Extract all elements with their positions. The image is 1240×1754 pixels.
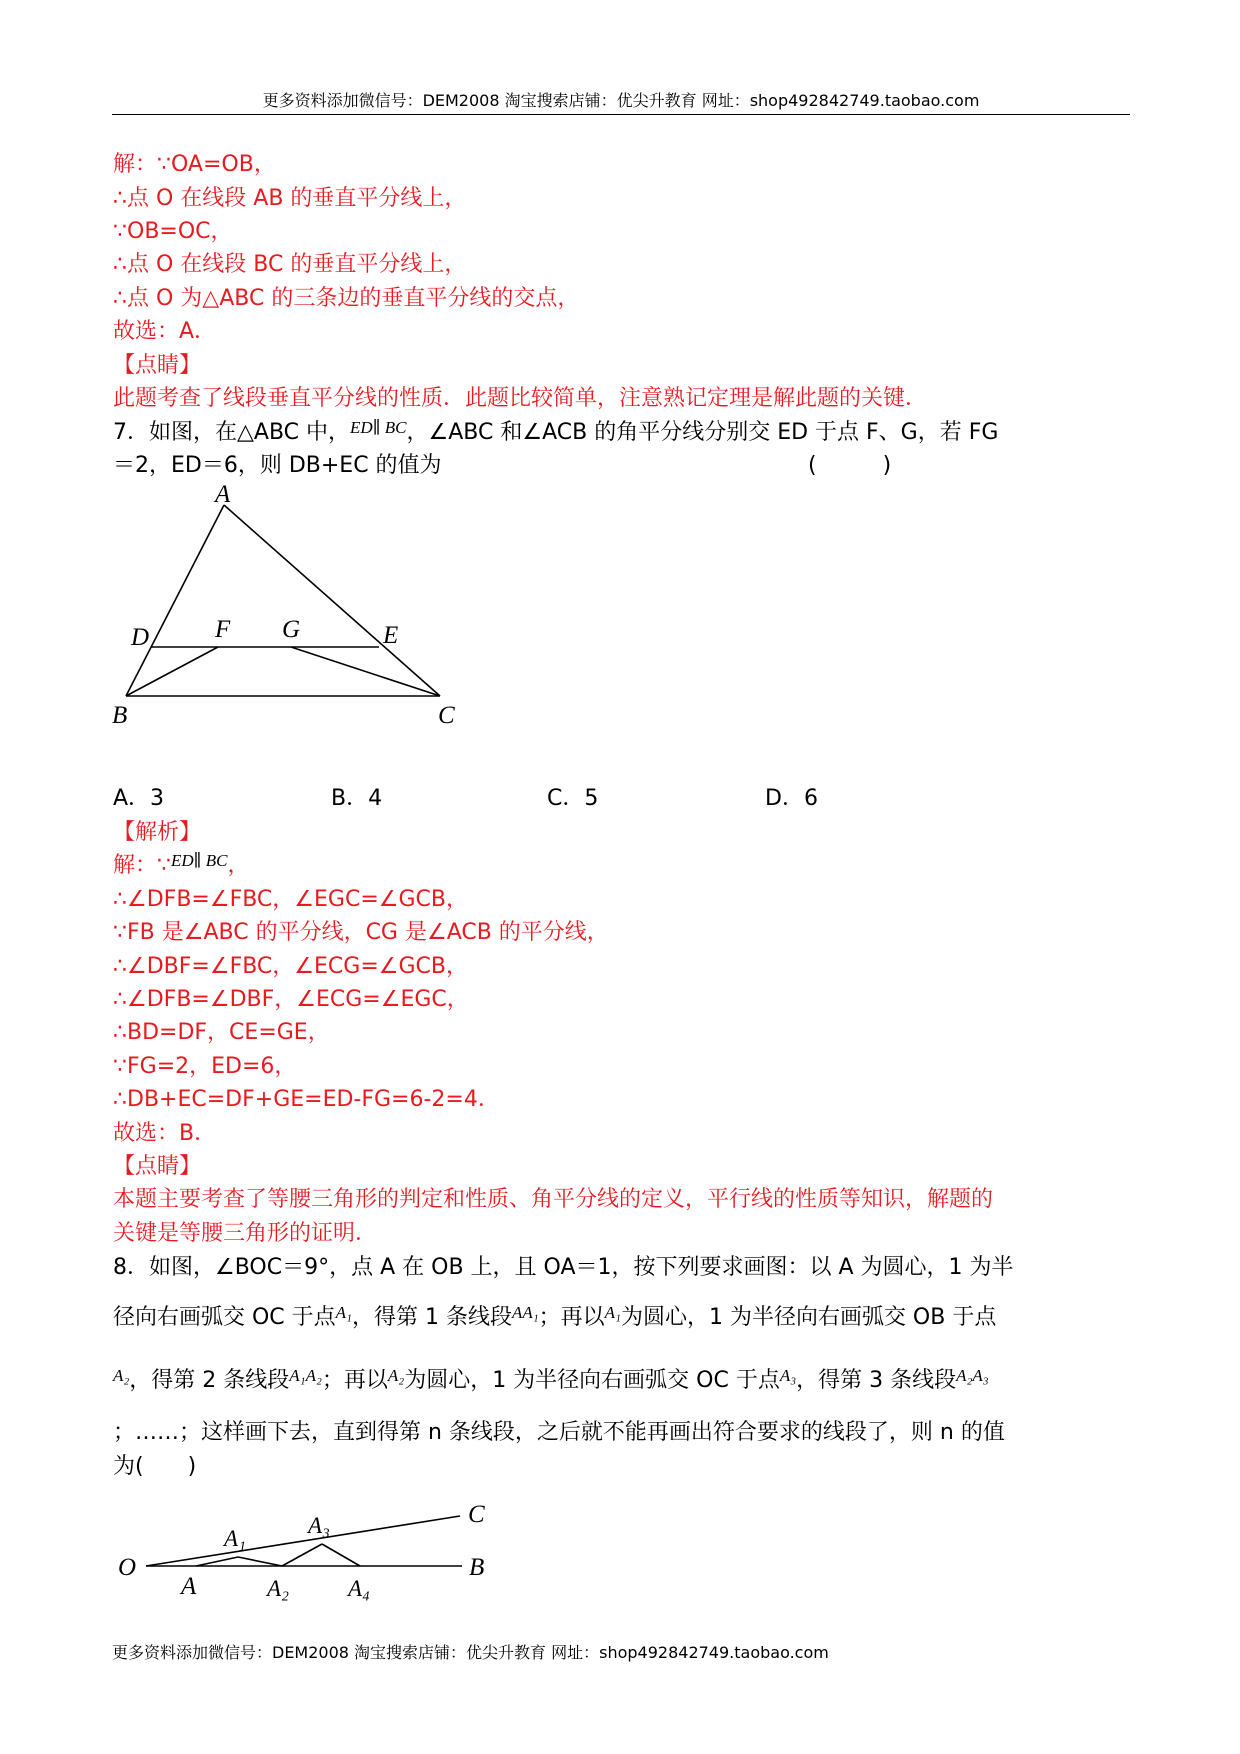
label-A2: A₂ bbox=[267, 1576, 290, 1601]
q7-solution-line: ∴BD=DF，CE=GE， bbox=[113, 1020, 330, 1045]
q7-question-line2: ＝2，ED＝6，则 DB+EC 的值为 bbox=[113, 453, 442, 478]
label-A: A bbox=[181, 1573, 197, 1600]
q8-inline-formula: A₂A₃ bbox=[956, 1366, 989, 1385]
label-O: O bbox=[118, 1554, 137, 1581]
label-A4: A₄ bbox=[348, 1576, 371, 1601]
q7-choice-a: A．3 bbox=[113, 786, 165, 811]
q7-solution-text: 解：∵ bbox=[113, 853, 171, 878]
q8-text: ；再以 bbox=[321, 1368, 388, 1393]
q7-solution-line: ∴∠DFB=∠DBF，∠ECG=∠EGC， bbox=[113, 987, 469, 1012]
label-D: D bbox=[131, 624, 150, 651]
q6-solution-line: ∵OB=OC， bbox=[113, 219, 233, 244]
q8-question-line1: 8．如图，∠BOC＝9°，点 A 在 OB 上，且 OA＝1，按下列要求画图：以 A 为圆心，1 为半 bbox=[113, 1255, 1014, 1280]
q6-solution-line: ∴点 O 在线段 BC 的垂直平分线上， bbox=[113, 252, 467, 277]
header-divider bbox=[112, 114, 1130, 115]
q8-figure bbox=[112, 1500, 502, 1610]
label-C: C bbox=[468, 1501, 485, 1528]
q7-inline-formula: ED∥ BC bbox=[350, 418, 407, 437]
q8-text: 为圆心，1 为半径向右画弧交 OB 于点 bbox=[620, 1305, 997, 1330]
q8-text: ，得第 1 条线段 bbox=[351, 1305, 512, 1330]
q7-solution-text: ， bbox=[227, 853, 250, 878]
page-header: 更多资料添加微信号：DEM2008 淘宝搜索店铺：优尖升教育 网址：shop492842749.taobao.com bbox=[262, 91, 980, 110]
q8-text: ，得第 3 条线段 bbox=[796, 1368, 957, 1393]
q8-inline-formula: A₂ bbox=[113, 1366, 130, 1385]
q8-text: 为圆心，1 为半径向右画弧交 OC 于点 bbox=[404, 1368, 780, 1393]
q7-choice-b: B．4 bbox=[331, 786, 383, 811]
q8-question-line2 bbox=[113, 1303, 996, 1334]
q7-solution-line bbox=[113, 851, 250, 882]
q7-choice-d: D．6 bbox=[765, 786, 818, 811]
q8-question-line5: 为( ) bbox=[113, 1454, 197, 1479]
q7-solution-inline-formula: ED∥ BC bbox=[171, 851, 228, 870]
label-E: E bbox=[383, 622, 399, 649]
q7-solution-line: ∴∠DFB=∠FBC，∠EGC=∠GCB， bbox=[113, 887, 468, 912]
label-A: A bbox=[215, 481, 231, 508]
label-B: B bbox=[469, 1554, 485, 1581]
label-A3: A₃ bbox=[308, 1513, 331, 1538]
label-G: G bbox=[282, 616, 301, 643]
q6-solution-line: 解：∵OA=OB， bbox=[113, 152, 276, 177]
q7-key-point: 本题主要考查了等腰三角形的判定和性质、角平分线的定义，平行线的性质等知识，解题的 bbox=[113, 1187, 994, 1212]
label-B: B bbox=[112, 702, 128, 729]
q7-answer-paren: ( ) bbox=[808, 453, 892, 478]
q7-analysis-title: 【解析】 bbox=[113, 820, 202, 845]
q8-inline-formula: A₁A₂ bbox=[289, 1366, 322, 1385]
q6-solution-line: ∴点 O 在线段 AB 的垂直平分线上， bbox=[113, 186, 467, 211]
q8-inline-formula: AA₁ bbox=[511, 1303, 539, 1322]
q7-question-line1 bbox=[113, 418, 998, 449]
q6-key-point: 此题考查了线段垂直平分线的性质．此题比较简单，注意熟记定理是解此题的关键． bbox=[113, 386, 928, 411]
q7-solution-line: ∵FB 是∠ABC 的平分线，CG 是∠ACB 的平分线， bbox=[113, 920, 609, 945]
q6-key-point-title: 【点睛】 bbox=[113, 353, 202, 378]
q7-key-point-title: 【点睛】 bbox=[113, 1154, 202, 1179]
q7-figure bbox=[108, 478, 488, 733]
q8-inline-formula: A₁ bbox=[335, 1303, 352, 1322]
q6-solution-line: ∴点 O 为△ABC 的三条边的垂直平分线的交点， bbox=[113, 286, 580, 311]
q8-question-line4: ；……；这样画下去，直到得第 n 条线段，之后就不能再画出符合要求的线段了，则 n 的值 bbox=[113, 1420, 1005, 1445]
q7-answer: 故选：B． bbox=[113, 1121, 217, 1146]
q7-solution-line: ∴DB+EC=DF+GE=ED-FG=6-2=4． bbox=[113, 1087, 500, 1112]
page-footer: 更多资料添加微信号：DEM2008 淘宝搜索店铺：优尖升教育 网址：shop492842749.taobao.com bbox=[112, 1643, 829, 1662]
q7-choice-c: C．5 bbox=[547, 786, 599, 811]
q8-inline-formula: A₂ bbox=[387, 1366, 405, 1385]
q6-answer: 故选：A． bbox=[113, 319, 217, 344]
q7-text: ，∠ABC 和∠ACB 的角平分线分别交 ED 于点 F、G，若 FG bbox=[406, 420, 999, 445]
q7-solution-line: ∵FG=2，ED=6， bbox=[113, 1054, 297, 1079]
label-C: C bbox=[438, 702, 455, 729]
q8-inline-formula: A₃ bbox=[779, 1366, 797, 1385]
q8-question-line3 bbox=[113, 1366, 989, 1397]
q7-text: 7．如图，在△ABC 中， bbox=[113, 420, 351, 445]
q7-solution-line: ∴∠DBF=∠FBC，∠ECG=∠GCB， bbox=[113, 954, 468, 979]
q8-text: 径向右画弧交 OC 于点 bbox=[113, 1305, 336, 1330]
q8-text: ，得第 2 条线段 bbox=[129, 1368, 290, 1393]
q7-key-point: 关键是等腰三角形的证明． bbox=[113, 1221, 378, 1246]
label-A1: A₁ bbox=[224, 1526, 247, 1551]
q8-inline-formula: A₁ bbox=[604, 1303, 621, 1322]
q8-text: ；再以 bbox=[538, 1305, 605, 1330]
label-F: F bbox=[215, 616, 231, 643]
